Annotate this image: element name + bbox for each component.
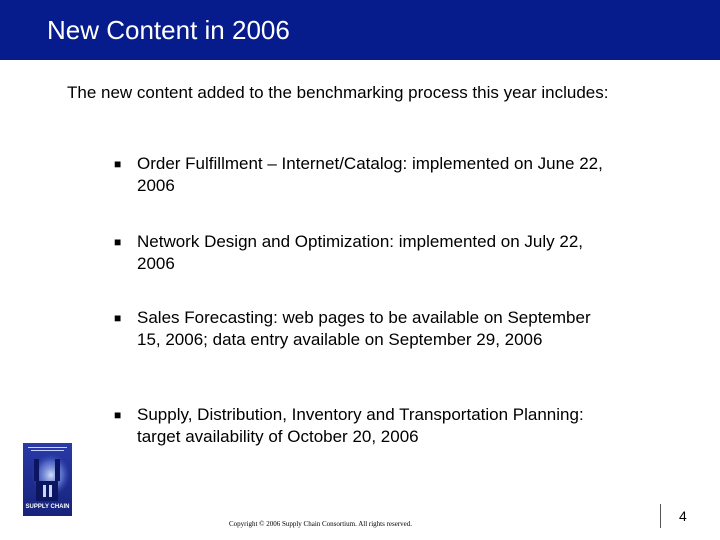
intro-text: The new content added to the benchmarking process this year includes: [67,83,609,102]
bullet-marker-icon: ■ [114,408,122,422]
bullet-text: Order Fulfillment – Internet/Catalog: implemented on June 22, 2006 [137,154,603,195]
title-bar [0,0,720,60]
bullet-item [114,231,617,275]
bullet-text: Supply, Distribution, Inventory and Transportation Planning: target availability of October 20, 2006 [137,405,584,446]
bullet-marker-icon: ■ [114,157,122,171]
bullet-text: Sales Forecasting: web pages to be available on September 15, 2006; data entry available on September 29, 2006 [137,308,591,349]
supply-chain-logo [23,443,72,516]
bullet-text: Network Design and Optimization: implemented on July 22, 2006 [137,232,583,273]
bullet-marker-icon: ■ [114,235,122,249]
bullet-item [114,404,617,448]
logo-label: SUPPLY CHAIN [25,504,70,510]
footer-divider [660,504,661,528]
copyright-text: Copyright © 2006 Supply Chain Consortium. All rights reserved. [229,520,413,528]
bullet-item [114,307,617,351]
bullet-marker-icon: ■ [114,311,122,325]
bullet-item [114,153,617,197]
logo-figure-icon [23,451,72,509]
slide-title: New Content in 2006 [47,15,290,45]
page-number: 4 [679,508,687,524]
